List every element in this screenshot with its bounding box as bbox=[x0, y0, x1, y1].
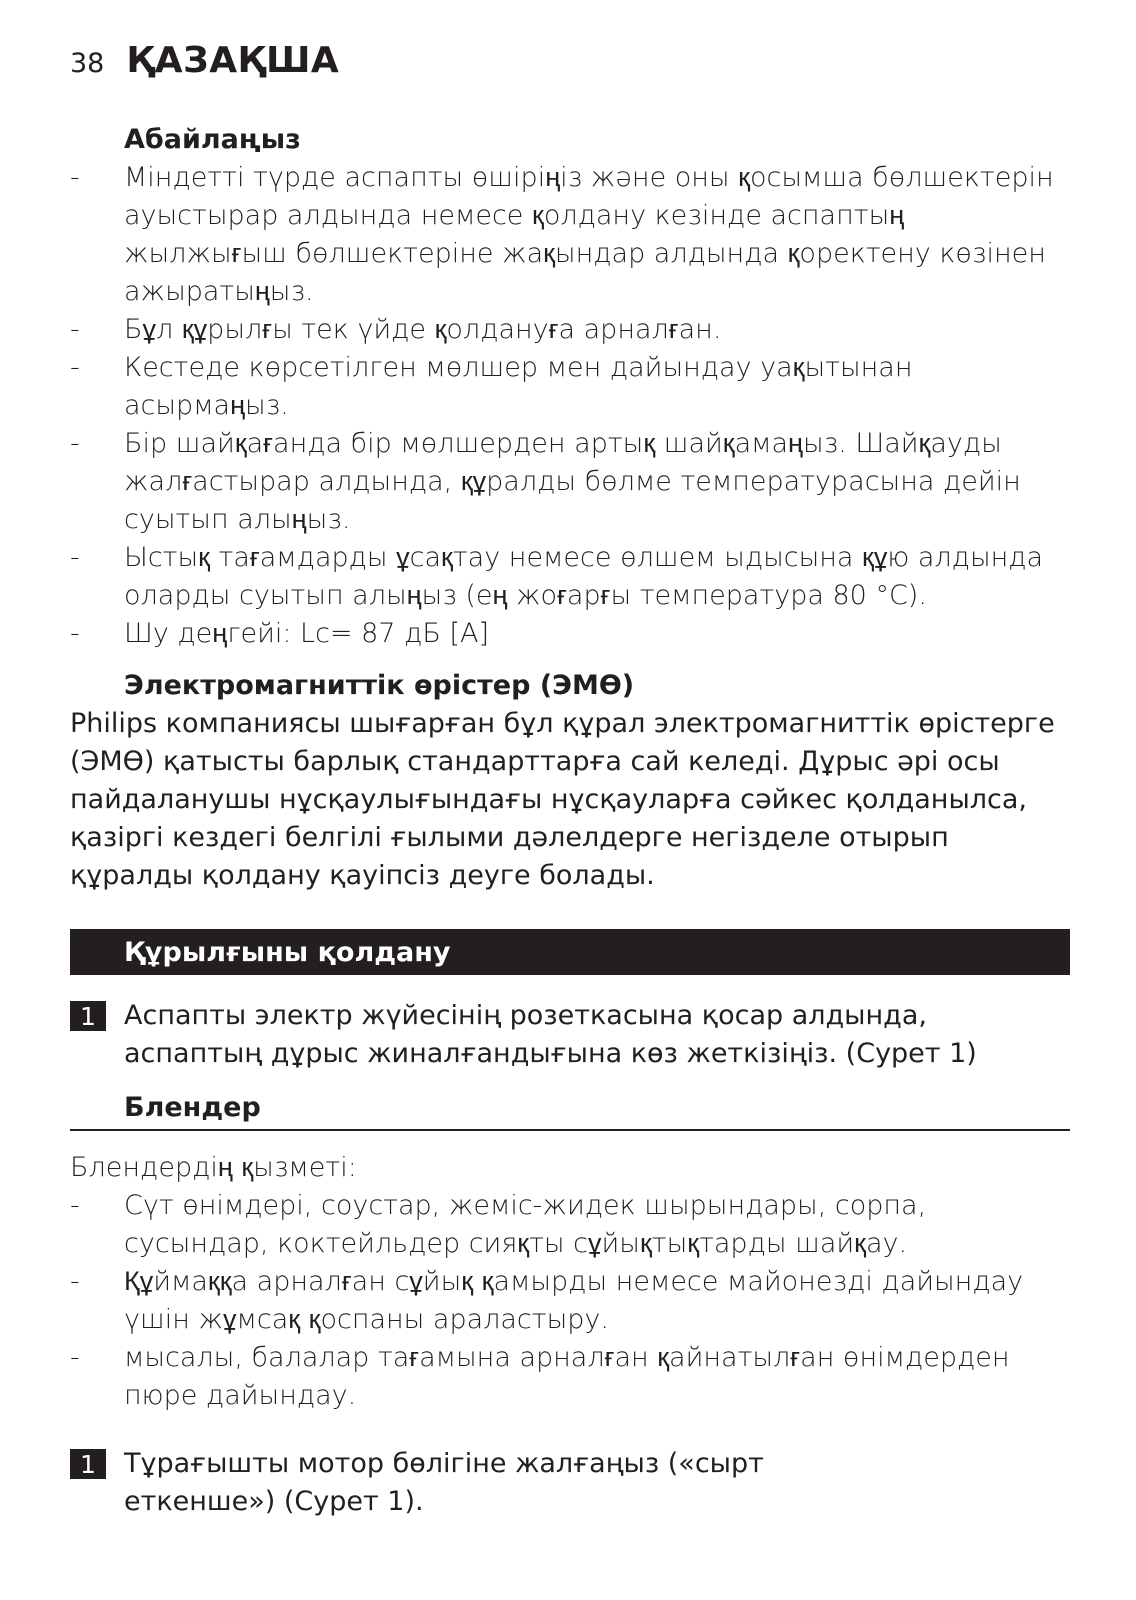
blender-intro: Блендердің қызметі: bbox=[70, 1152, 357, 1183]
using-section-title: Құрылғыны қолдану bbox=[124, 936, 451, 968]
blender-step-1 bbox=[70, 1445, 1070, 1521]
blender-title: Блендер bbox=[70, 1089, 1070, 1131]
caution-item: - Міндетті түрде аспапты өшіріңіз және оны қосымша бөлшектерін ауыстырар алдында немесе қолдану кезінде аспаптың жылжығыш бөлшектеріне жақындар алдында қоректену көзінен ажыратыңыз. bbox=[70, 162, 1054, 307]
blender-functions-list bbox=[70, 1187, 1070, 1415]
blender-function-item: - Құймаққа арналған сұйық қамырды немесе майонезді дайындау үшін жұмсақ қоспаны араластыру. bbox=[70, 1266, 1024, 1335]
caution-item: - Шу деңгейі: Lc= 87 дБ [A] bbox=[70, 618, 490, 649]
caution-title: Абайлаңыз bbox=[124, 124, 301, 155]
caution-item: - Бұл құрылғы тек үйде қолдануға арналған. bbox=[70, 314, 722, 345]
step-number-badge: 1 bbox=[70, 1001, 106, 1031]
caution-list bbox=[70, 159, 1070, 653]
step-text: Тұрағышты мотор бөлігіне жалғаңыз («сырт еткенше») (Сурет 1). bbox=[124, 1448, 764, 1517]
blender-function-item: - мысалы, балалар тағамына арналған қайнатылған өнімдерден пюре дайындау. bbox=[70, 1342, 1010, 1411]
using-step-1 bbox=[70, 997, 1070, 1073]
blender-function-item: - Сүт өнімдері, соустар, жеміс-жидек шырындары, сорпа, сусындар, коктейльдер сияқты сұйықтықтарды шайқау. bbox=[70, 1190, 927, 1259]
page-header bbox=[70, 40, 339, 81]
emf-title: Электромагниттік өрістер (ЭМӨ) bbox=[124, 670, 635, 701]
page-language-title: ҚАЗАҚША bbox=[126, 40, 340, 81]
caution-item: - Ыстық тағамдарды ұсақтау немесе өлшем ыдысына құю алдында оларды суытып алыңыз (ең жоғарғы температура 80 °C). bbox=[70, 542, 1044, 611]
step-number-badge: 1 bbox=[70, 1449, 106, 1479]
page-number: 38 bbox=[70, 48, 105, 79]
page-content bbox=[70, 121, 1070, 1521]
step-text: Аспапты электр жүйесінің розеткасына қосар алдында, аспаптың дұрыс жиналғандығына көз жеткізіңіз. (Сурет 1) bbox=[124, 1000, 977, 1069]
caution-item: - Бір шайқағанда бір мөлшерден артық шайқамаңыз. Шайқауды жалғастырар алдында, құралды бөлме температурасына дейін суытып алыңыз. bbox=[70, 428, 1021, 535]
emf-text: Philips компаниясы шығарған бұл құрал электромагниттік өрістерге (ЭМӨ) қатысты барлық стандарттарға сай келеді. Дұрыс әрі осы пайдаланушы нұсқаулығындағы нұсқауларға сәйкес қолданылса, қазіргі кездегі белгілі ғылыми дәлелдерге негізделе отырып құралды қолдану қауіпсіз деуге болады. bbox=[70, 708, 1055, 891]
using-section-bar bbox=[70, 929, 1070, 975]
caution-item: - Кестеде көрсетілген мөлшер мен дайындау уақытынан асырмаңыз. bbox=[70, 352, 913, 421]
